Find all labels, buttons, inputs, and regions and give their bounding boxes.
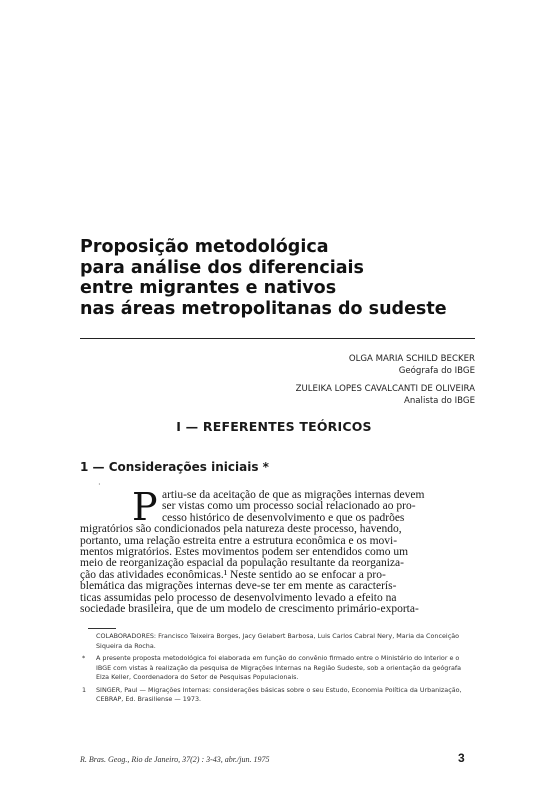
drop-cap: P — [132, 485, 158, 529]
footnotes — [80, 632, 475, 708]
footnote — [80, 686, 475, 705]
title-line: para análise dos diferenciais — [80, 257, 364, 278]
body-line: ção das atividades econômicas.¹ Neste sentido ao se enfocar a pro- — [80, 568, 386, 581]
footnote — [80, 632, 475, 651]
body-line: ticas assumidas pelo processo de desenvolvimento levado a efeito na — [80, 591, 397, 604]
body-line: sociedade brasileira, que de um modelo de crescimento primário-exporta- — [80, 603, 419, 616]
print-speck: · — [98, 480, 101, 489]
body-line: ser vistas como um processo social relacionado ao pro- — [162, 500, 416, 513]
footnote-text: A presente proposta metodológica foi elaborada em função do convênio firmado entre o Ministério do Interior e o IBGE com vistas à realização da pesquisa de Migrações Internas na Região Sudeste, sob a orientação da geógrafa Elza Keller, Coordenadora do Setor de Pesquisas Populacionais. — [96, 654, 462, 681]
title-line: entre migrantes e nativos — [80, 278, 337, 298]
author-name: OLGA MARIA SCHILD BECKER — [348, 354, 475, 364]
footnote-text: SINGER, Paul — Migrações Internas: considerações básicas sobre o seu Estudo, Economia Política da Urbanização, CEBRAP, Ed. Brasiliense — 1973. — [96, 685, 462, 703]
title-line: nas áreas metropolitanas do sudeste — [80, 298, 447, 319]
body-line: cesso histórico de desenvolvimento e que os padrões — [162, 511, 405, 524]
footnote-marker: 1 — [82, 685, 87, 694]
section-heading: I — REFERENTES TEÓRICOS — [176, 419, 372, 434]
article-title — [80, 237, 520, 319]
title-divider — [80, 338, 475, 339]
author-role: Geógrafa do IBGE — [398, 366, 475, 376]
author-name: ZULEIKA LOPES CAVALCANTI DE OLIVEIRA — [295, 384, 475, 394]
footnote-text: COLABORADORES: Francisco Teixeira Borges, Jacy Gelabert Barbosa, Luis Carlos Cabral Nery, Maria da Conceição Siqueira da Rocha. — [96, 632, 460, 650]
body-line: artiu-se da aceitação de que as migrações internas devem — [162, 489, 425, 501]
body-line: migratórios são condicionados pela natureza deste processo, havendo, — [80, 523, 402, 536]
body-paragraph — [80, 485, 470, 616]
footnote-divider — [88, 628, 116, 629]
journal-citation: R. Bras. Geog., Rio de Janeiro, 37(2) : 3-43, abr./jun. 1975 — [80, 755, 270, 764]
author-role: Analista do IBGE — [403, 396, 475, 406]
body-line: meio de reorganização espacial da população resultante da reorganiza- — [80, 557, 404, 570]
body-line: blemática das migrações internas deve-se ter em mente as caracterís- — [80, 580, 397, 593]
footnote — [80, 654, 475, 683]
footnote-marker: * — [82, 654, 86, 662]
author-block — [296, 353, 475, 407]
title-line: Proposição metodológica — [80, 237, 329, 257]
subsection-heading: 1 — Considerações iniciais * — [80, 460, 269, 474]
page-number: 3 — [458, 751, 465, 765]
body-line: mentos migratórios. Estes movimentos podem ser entendidos como um — [80, 546, 409, 559]
body-line: portanto, uma relação estreita entre a estrutura econômica e os movi- — [80, 534, 398, 547]
